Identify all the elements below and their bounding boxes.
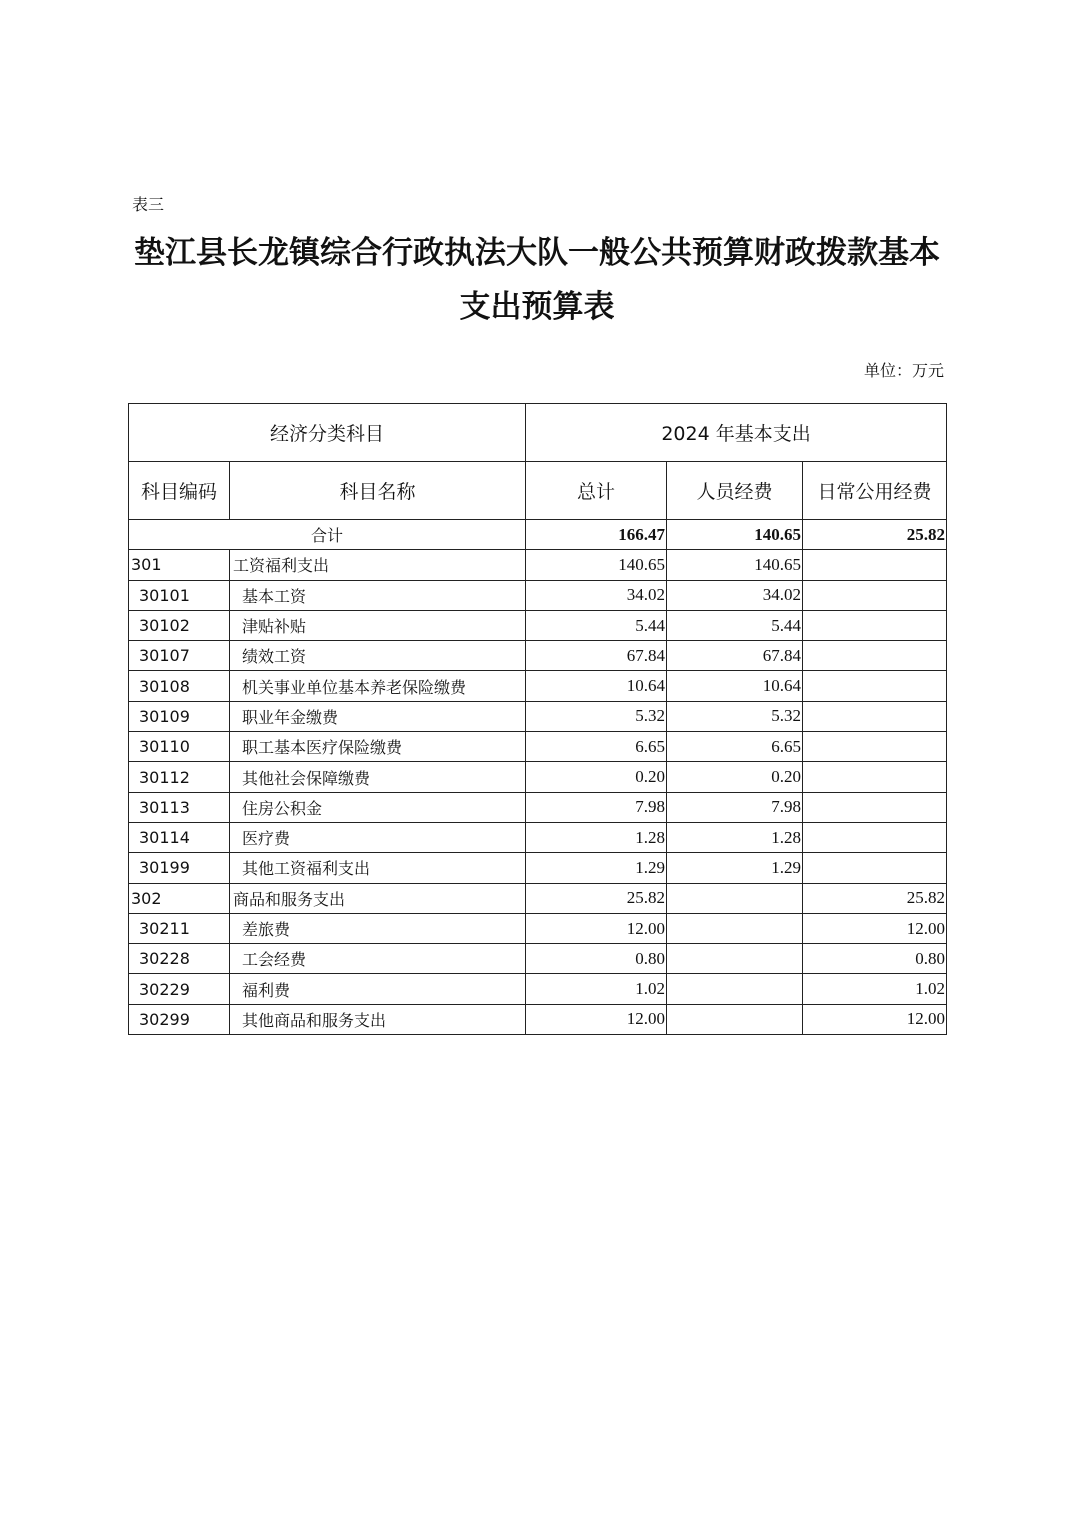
unit-note: 单位：万元 bbox=[863, 361, 944, 380]
public-cell bbox=[803, 641, 947, 671]
subject-name-cell: 基本工资 bbox=[230, 580, 526, 610]
subject-code-cell: 30228 bbox=[129, 944, 230, 974]
table-row bbox=[129, 944, 947, 974]
personnel-cell bbox=[667, 1004, 803, 1034]
subject-code-cell: 30102 bbox=[129, 610, 230, 640]
personnel-cell: 1.28 bbox=[667, 822, 803, 852]
table-row bbox=[129, 550, 947, 580]
personnel-cell: 6.65 bbox=[667, 732, 803, 762]
subject-name-cell: 住房公积金 bbox=[230, 792, 526, 822]
personnel-cell: 1.29 bbox=[667, 853, 803, 883]
personnel-cell bbox=[667, 883, 803, 913]
table-row bbox=[129, 671, 947, 701]
subject-name-cell: 其他工资福利支出 bbox=[230, 853, 526, 883]
total-personnel-value: 140.65 bbox=[667, 520, 803, 550]
subject-name-cell: 医疗费 bbox=[230, 822, 526, 852]
total-public-value: 25.82 bbox=[803, 520, 947, 550]
subject-code-cell: 30101 bbox=[129, 580, 230, 610]
public-cell bbox=[803, 580, 947, 610]
public-cell bbox=[803, 610, 947, 640]
subject-name-cell: 职业年金缴费 bbox=[230, 701, 526, 731]
table-row bbox=[129, 701, 947, 731]
personnel-cell: 34.02 bbox=[667, 580, 803, 610]
public-cell bbox=[803, 701, 947, 731]
subject-code-cell: 30112 bbox=[129, 762, 230, 792]
table-row bbox=[129, 913, 947, 943]
total-value: 166.47 bbox=[526, 520, 667, 550]
table-row bbox=[129, 580, 947, 610]
subject-name-cell: 绩效工资 bbox=[230, 641, 526, 671]
public-cell: 12.00 bbox=[803, 1004, 947, 1034]
subject-name-cell: 职工基本医疗保险缴费 bbox=[230, 732, 526, 762]
total-cell: 10.64 bbox=[526, 671, 667, 701]
public-cell: 1.02 bbox=[803, 974, 947, 1004]
total-cell: 7.98 bbox=[526, 792, 667, 822]
personnel-cell bbox=[667, 974, 803, 1004]
total-cell: 25.82 bbox=[526, 883, 667, 913]
personnel-cell bbox=[667, 913, 803, 943]
personnel-cell: 67.84 bbox=[667, 641, 803, 671]
total-cell: 12.00 bbox=[526, 1004, 667, 1034]
header-basic-expenditure: 2024 年基本支出 bbox=[526, 404, 947, 462]
subject-code-cell: 30113 bbox=[129, 792, 230, 822]
header-public-expense: 日常公用经费 bbox=[803, 462, 947, 520]
total-cell: 34.02 bbox=[526, 580, 667, 610]
personnel-cell: 10.64 bbox=[667, 671, 803, 701]
table-row bbox=[129, 883, 947, 913]
total-cell: 12.00 bbox=[526, 913, 667, 943]
table-row bbox=[129, 792, 947, 822]
subject-code-cell: 30114 bbox=[129, 822, 230, 852]
subject-code-cell: 30229 bbox=[129, 974, 230, 1004]
public-cell bbox=[803, 732, 947, 762]
subject-code-cell: 302 bbox=[129, 883, 230, 913]
subject-code-cell: 30109 bbox=[129, 701, 230, 731]
subject-code-cell: 301 bbox=[129, 550, 230, 580]
header-total: 总计 bbox=[526, 462, 667, 520]
public-cell: 0.80 bbox=[803, 944, 947, 974]
table-row bbox=[129, 610, 947, 640]
subject-code-cell: 30107 bbox=[129, 641, 230, 671]
total-cell: 5.32 bbox=[526, 701, 667, 731]
total-cell: 6.65 bbox=[526, 732, 667, 762]
public-cell: 25.82 bbox=[803, 883, 947, 913]
total-label: 合计 bbox=[129, 520, 526, 550]
table-row bbox=[129, 762, 947, 792]
subject-name-cell: 津贴补贴 bbox=[230, 610, 526, 640]
table-row bbox=[129, 974, 947, 1004]
total-cell: 0.80 bbox=[526, 944, 667, 974]
table-row bbox=[129, 822, 947, 852]
table-label: 表三 bbox=[132, 195, 165, 214]
document-title: 垫江县长龙镇综合行政执法大队一般公共预算财政拨款基本支出预算表 bbox=[134, 235, 940, 325]
subject-code-cell: 30110 bbox=[129, 732, 230, 762]
personnel-cell: 5.44 bbox=[667, 610, 803, 640]
total-cell: 1.28 bbox=[526, 822, 667, 852]
table-row bbox=[129, 641, 947, 671]
header-economic-classification: 经济分类科目 bbox=[129, 404, 526, 462]
subject-name-cell: 工资福利支出 bbox=[230, 550, 526, 580]
subject-code-cell: 30299 bbox=[129, 1004, 230, 1034]
table-row bbox=[129, 732, 947, 762]
public-cell bbox=[803, 792, 947, 822]
total-row bbox=[129, 520, 947, 550]
personnel-cell: 5.32 bbox=[667, 701, 803, 731]
subject-code-cell: 30199 bbox=[129, 853, 230, 883]
public-cell bbox=[803, 853, 947, 883]
personnel-cell bbox=[667, 944, 803, 974]
total-cell: 67.84 bbox=[526, 641, 667, 671]
subject-name-cell: 其他社会保障缴费 bbox=[230, 762, 526, 792]
total-cell: 0.20 bbox=[526, 762, 667, 792]
public-cell bbox=[803, 762, 947, 792]
personnel-cell: 0.20 bbox=[667, 762, 803, 792]
subject-name-cell: 商品和服务支出 bbox=[230, 883, 526, 913]
total-cell: 1.02 bbox=[526, 974, 667, 1004]
public-cell bbox=[803, 822, 947, 852]
header-subject-code: 科目编码 bbox=[129, 462, 230, 520]
subject-name-cell: 机关事业单位基本养老保险缴费 bbox=[230, 671, 526, 701]
subject-code-cell: 30211 bbox=[129, 913, 230, 943]
public-cell: 12.00 bbox=[803, 913, 947, 943]
subject-code-cell: 30108 bbox=[129, 671, 230, 701]
subject-name-cell: 福利费 bbox=[230, 974, 526, 1004]
subject-name-cell: 工会经费 bbox=[230, 944, 526, 974]
personnel-cell: 7.98 bbox=[667, 792, 803, 822]
total-cell: 1.29 bbox=[526, 853, 667, 883]
header-personnel-expense: 人员经费 bbox=[667, 462, 803, 520]
subject-name-cell: 其他商品和服务支出 bbox=[230, 1004, 526, 1034]
header-subject-name: 科目名称 bbox=[230, 462, 526, 520]
table-row bbox=[129, 853, 947, 883]
budget-table bbox=[128, 403, 947, 1035]
personnel-cell: 140.65 bbox=[667, 550, 803, 580]
public-cell bbox=[803, 550, 947, 580]
subject-name-cell: 差旅费 bbox=[230, 913, 526, 943]
total-cell: 5.44 bbox=[526, 610, 667, 640]
total-cell: 140.65 bbox=[526, 550, 667, 580]
table-row bbox=[129, 1004, 947, 1034]
public-cell bbox=[803, 671, 947, 701]
